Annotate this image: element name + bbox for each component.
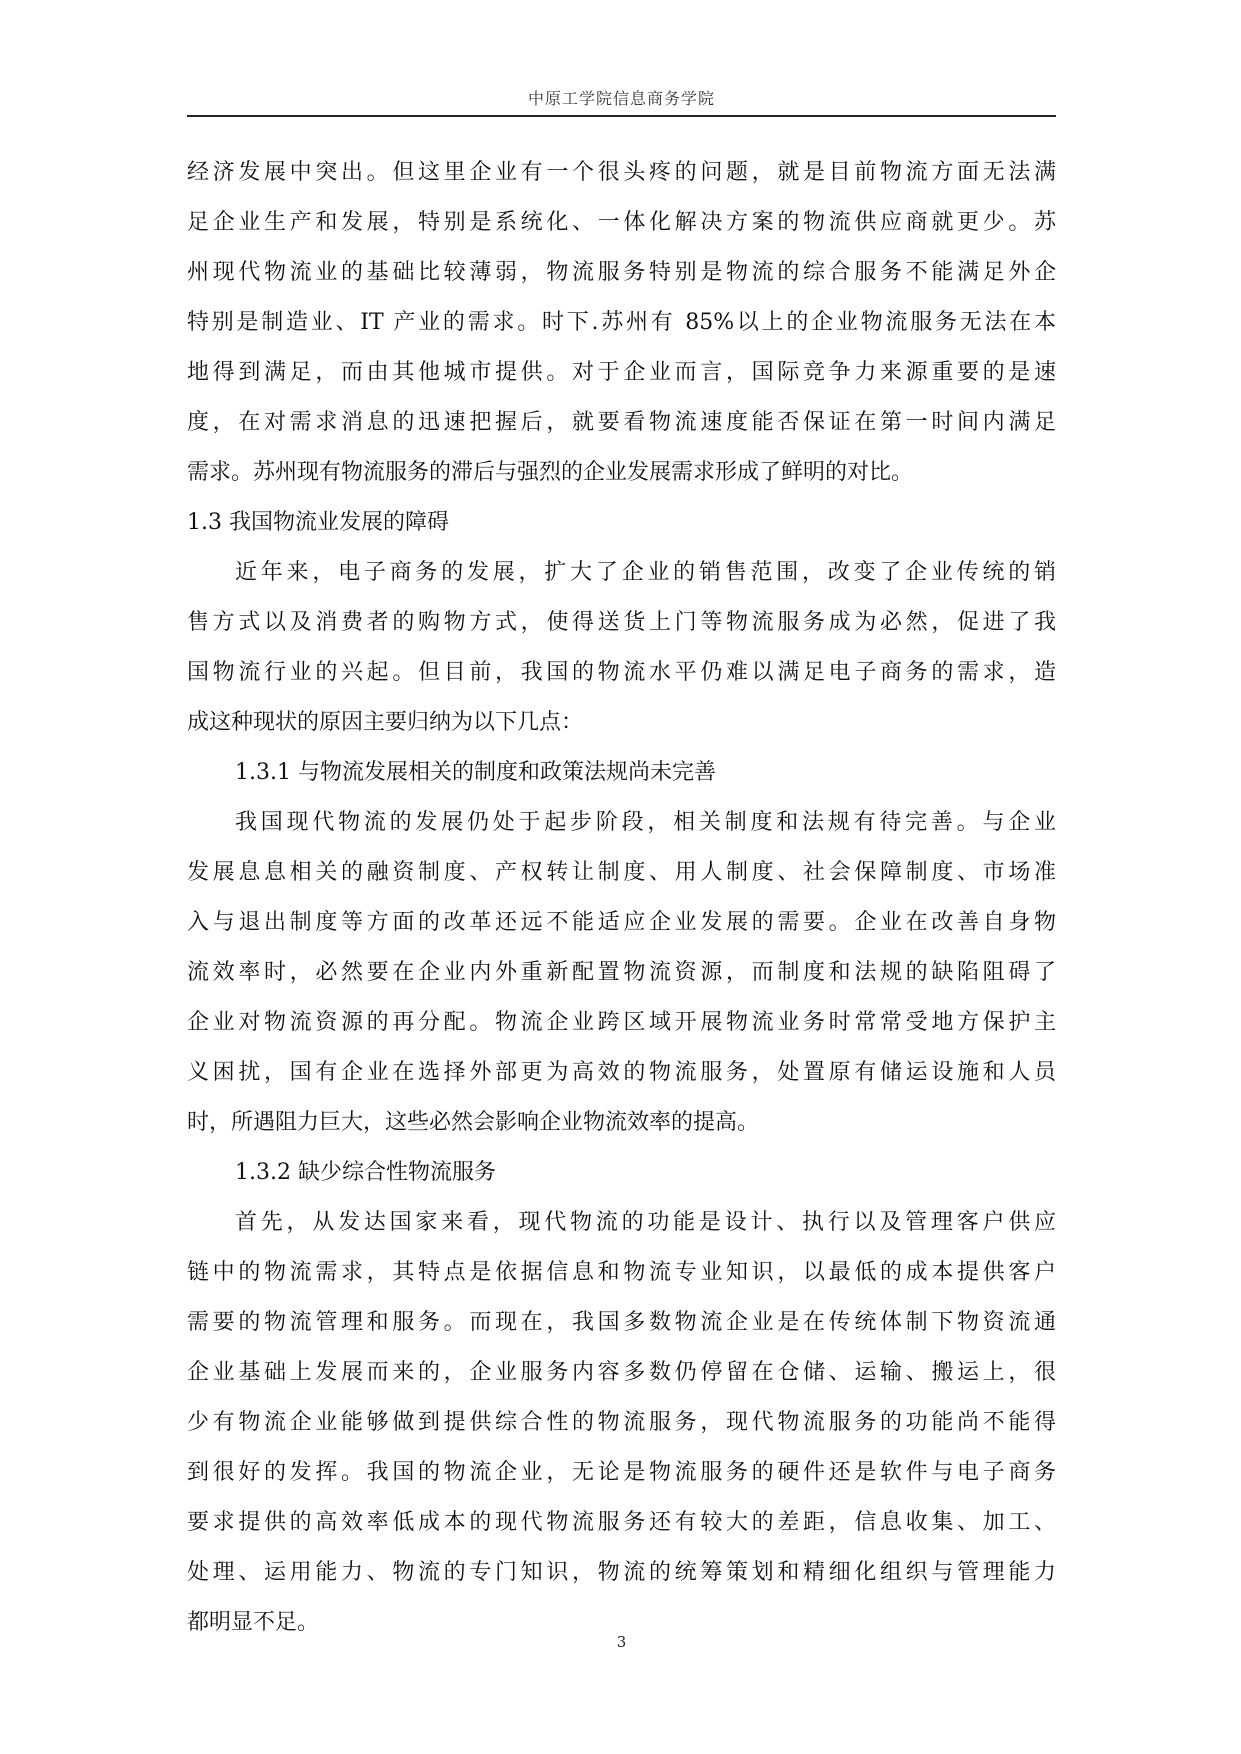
paragraph: [187, 798, 1056, 1148]
subsection-heading: [187, 1148, 1056, 1198]
text-line: 企业对物流资源的再分配。物流企业跨区域开展物流业务时常常受地方保护主: [187, 1010, 1056, 1035]
text-line: 入与退出制度等方面的改革还远不能适应企业发展的需要。企业在改善自身物: [187, 910, 1056, 935]
text-line: 成这种现状的原因主要归纳为以下几点：: [187, 710, 584, 735]
text-line: 要求提供的高效率低成本的现代物流服务还有较大的差距，信息收集、加工、: [187, 1510, 1056, 1535]
paragraph: [187, 1198, 1056, 1648]
text-line: 首先，从发达国家来看，现代物流的功能是设计、执行以及管理客户供应: [235, 1210, 1056, 1235]
text-line: 我国现代物流的发展仍处于起步阶段，相关制度和法规有待完善。与企业: [235, 810, 1056, 835]
body-text: [187, 148, 1056, 1648]
text-line: 处理、运用能力、物流的专门知识，物流的统筹策划和精细化组织与管理能力: [187, 1560, 1056, 1585]
text-line: 州现代物流业的基础比较薄弱，物流服务特别是物流的综合服务不能满足外企: [187, 260, 1056, 285]
text-line: 少有物流企业能够做到提供综合性的物流服务，现代物流服务的功能尚不能得: [187, 1410, 1056, 1435]
text-line: 需要的物流管理和服务。而现在，我国多数物流企业是在传统体制下物资流通: [187, 1310, 1056, 1335]
text-line: 义困扰，国有企业在选择外部更为高效的物流服务，处置原有储运设施和人员: [187, 1060, 1056, 1085]
text-line: 企业基础上发展而来的，企业服务内容多数仍停留在仓储、运输、搬运上，很: [187, 1360, 1056, 1385]
section-heading-text: 1.3 我国物流业发展的障碍: [187, 510, 449, 535]
text-line: 近年来，电子商务的发展，扩大了企业的销售范围，改变了企业传统的销: [235, 560, 1056, 585]
header-rule: [187, 115, 1056, 117]
paragraph: [187, 148, 1056, 498]
subsection-heading-text: 1.3.2 缺少综合性物流服务: [235, 1160, 496, 1185]
section-heading: [187, 498, 1056, 548]
text-line: 都明显不足。: [187, 1610, 320, 1635]
text-line: 特别是制造业、IT 产业的需求。时下.苏州有 85%以上的企业物流服务无法在本: [187, 310, 1056, 335]
text-line: 地得到满足，而由其他城市提供。对于企业而言，国际竞争力来源重要的是速: [187, 360, 1056, 385]
text-line: 到很好的发挥。我国的物流企业，无论是物流服务的硬件还是软件与电子商务: [187, 1460, 1056, 1485]
text-line: 经济发展中突出。但这里企业有一个很头疼的问题，就是目前物流方面无法满: [187, 160, 1056, 185]
running-header: 中原工学院信息商务学院: [527, 89, 715, 108]
text-line: 流效率时，必然要在企业内外重新配置物流资源，而制度和法规的缺陷阻碍了: [187, 960, 1056, 985]
page-number: 3: [616, 1633, 627, 1651]
text-line: 度，在对需求消息的迅速把握后，就要看物流速度能否保证在第一时间内满足: [187, 410, 1056, 435]
paragraph: [187, 548, 1056, 748]
text-line: 足企业生产和发展，特别是系统化、一体化解决方案的物流供应商就更少。苏: [187, 210, 1056, 235]
text-line: 发展息息相关的融资制度、产权转让制度、用人制度、社会保障制度、市场准: [187, 860, 1056, 885]
subsection-heading: [187, 748, 1056, 798]
text-line: 时，所遇阻力巨大，这些必然会影响企业物流效率的提高。: [187, 1110, 760, 1135]
text-line: 链中的物流需求，其特点是依据信息和物流专业知识，以最低的成本提供客户: [187, 1260, 1056, 1285]
text-line: 需求。苏州现有物流服务的滞后与强烈的企业发展需求形成了鲜明的对比。: [187, 460, 914, 485]
text-line: 国物流行业的兴起。但目前，我国的物流水平仍难以满足电子商务的需求，造: [187, 660, 1056, 685]
text-line: 售方式以及消费者的购物方式，使得送货上门等物流服务成为必然，促进了我: [187, 610, 1056, 635]
subsection-heading-text: 1.3.1 与物流发展相关的制度和政策法规尚未完善: [235, 760, 716, 785]
